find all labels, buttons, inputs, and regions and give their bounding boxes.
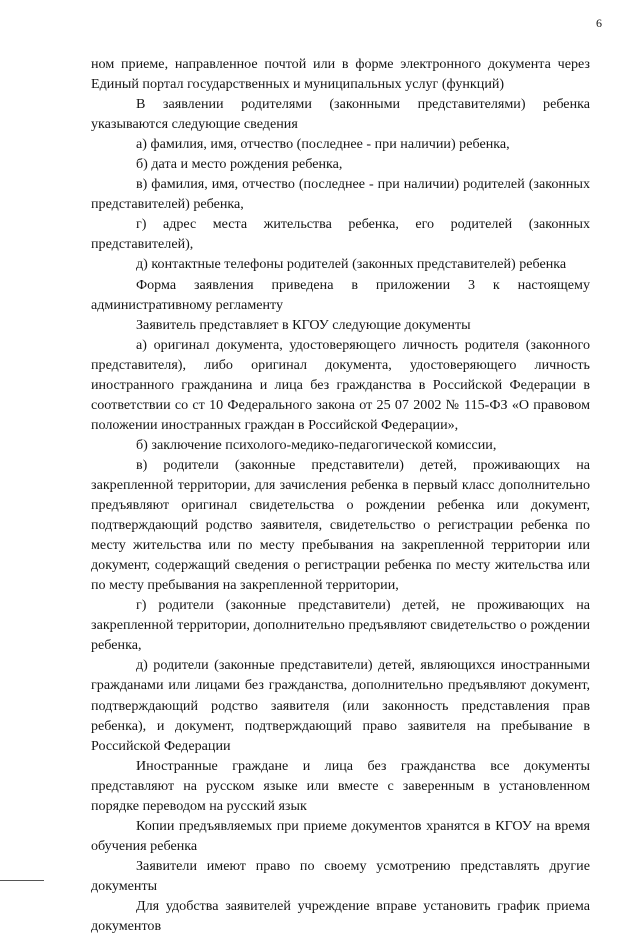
list-item-g-address: г) адрес места жительства ребенка, его родителей (законных представителей),: [91, 216, 590, 253]
paragraph-other-documents: Заявители имеют право по своему усмотрению представлять другие документы: [91, 857, 590, 894]
scan-edge-mark: [0, 880, 44, 881]
list-item-b-birth: б) дата и место рождения ребенка,: [136, 156, 343, 173]
document-body: [91, 54, 590, 936]
list-item-b-commission-conclusion: б) заключение психолого-медико-педагогической комиссии,: [136, 436, 497, 453]
paragraph-copies-storage: Копии предъявляемых при приеме документов хранятся в КГОУ на время обучения ребенка: [91, 817, 590, 854]
list-item-a-identity-document: а) оригинал документа, удостоверяющего личность родителя (законного представителя), либо оригинал документа, удостоверяющего личность иностранного гражданина и лица без гражданства в Российской Федерации в соответствии со ст 10 Федерального закона от 25 07 2002 № 115-ФЗ «О правовом положении иностранных граждан в Российской Федерации»,: [91, 336, 590, 433]
paragraph-application-contents: В заявлении родителями (законными представителями) ребенка указываются следующие сведения: [91, 96, 590, 133]
list-item-a-child-name: а) фамилия, имя, отчество (последнее - при наличии) ребенка,: [136, 136, 510, 153]
paragraph-continuation: ном приеме, направленное почтой или в форме электронного документа через Единый портал государственных и муниципальных услуг (функций): [91, 56, 590, 93]
page-number: 6: [596, 16, 602, 30]
paragraph-schedule: Для удобства заявителей учреждение вправе установить график приема документов: [91, 897, 590, 935]
paragraph-translation: Иностранные граждане и лица без гражданства все документы представляют на русском языке или вместе с заверенным в установленном порядке переводом на русский язык: [91, 757, 590, 814]
paragraph-application-form: Форма заявления приведена в приложении 3 к настоящему административному регламенту: [91, 276, 590, 313]
list-item-v-parents-name: в) фамилия, имя, отчество (последнее - при наличии) родителей (законных представителей) ребенка,: [91, 176, 590, 213]
list-item-g-non-residents: г) родители (законные представители) детей, не проживающих на закрепленной территории, дополнительно предъявляют свидетельство о рождении ребенка,: [91, 597, 590, 654]
paragraph-documents-intro: Заявитель представляет в КГОУ следующие документы: [136, 316, 471, 333]
list-item-v-territory-residents: в) родители (законные представители) детей, проживающих на закрепленной территории, для зачисления ребенка в первый класс дополнительно предъявляют оригинал свидетельства о рождении ребенка или документ, подтверждающий родство заявителя, свидетельство о регистрации ребенка по месту жительства или по месту пребывания на закрепленной территории или документ, содержащий сведения о регистрации ребенка по месту жительства или по месту пребывания на закрепленной территории,: [91, 456, 590, 594]
list-item-d-foreign-citizens: д) родители (законные представители) детей, являющихся иностранными гражданами или лицами без гражданства, дополнительно предъявляют документ, подтверждающий родство заявителя (или законность представления прав ребенка), и документ, подтверждающий право заявителя на пребывание в Российской Федерации: [91, 657, 590, 754]
list-item-d-phones: д) контактные телефоны родителей (законных представителей) ребенка: [136, 256, 567, 273]
